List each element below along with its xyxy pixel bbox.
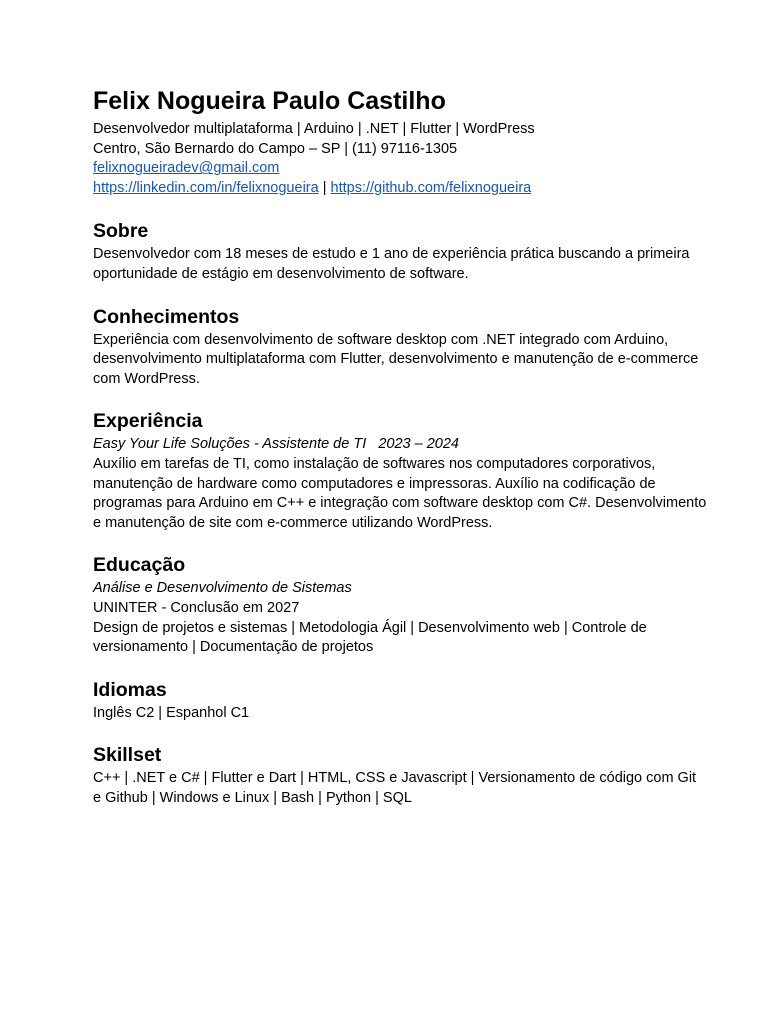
section-title-sobre: Sobre bbox=[93, 220, 149, 243]
github-link[interactable]: https://github.com/felixnogueira bbox=[330, 179, 532, 196]
experience-text: Auxílio em tarefas de TI, como instalação de softwares nos computadores corporativos, manutenção de hardware como computadores e impressoras. Auxílio na codificação de programas para Arduino em C++ e integração com software desktop com C#. Desenvolvimento e manutenção de site com e-commerce utilizando WordPress. bbox=[93, 455, 707, 531]
section-title-educacao: Educação bbox=[93, 554, 186, 577]
section-educacao bbox=[93, 553, 708, 657]
linkedin-link[interactable]: https://linkedin.com/in/felixnogueira bbox=[93, 179, 319, 196]
section-title-idiomas: Idiomas bbox=[93, 678, 167, 701]
education-topics: Design de projetos e sistemas | Metodologia Ágil | Desenvolvimento web | Controle de versionamento | Documentação de projetos bbox=[93, 619, 647, 656]
profile-links bbox=[93, 179, 708, 199]
sobre-text: Desenvolvedor com 18 meses de estudo e 1 ano de experiência prática buscando a primeira oportunidade de estágio em desenvolvimento de software. bbox=[93, 246, 690, 282]
section-sobre bbox=[93, 219, 708, 284]
section-experiencia bbox=[93, 409, 708, 533]
section-skillset bbox=[93, 743, 708, 808]
education-institution: UNINTER - Conclusão em 2027 bbox=[93, 599, 300, 616]
email-line bbox=[93, 159, 708, 179]
link-separator: | bbox=[318, 179, 331, 196]
idiomas-text: Inglês C2 | Espanhol C1 bbox=[93, 704, 250, 721]
candidate-name: Felix Nogueira Paulo Castilho bbox=[93, 87, 446, 115]
skillset-text: C++ | .NET e C# | Flutter e Dart | HTML, CSS e Javascript | Versionamento de código com Git e Github | Windows e Linux | Bash | Python | SQL bbox=[93, 770, 697, 806]
section-idiomas bbox=[93, 678, 708, 724]
resume-header bbox=[93, 86, 708, 198]
section-title-experiencia: Experiência bbox=[93, 410, 203, 433]
section-conhecimentos bbox=[93, 305, 708, 390]
education-course: Análise e Desenvolvimento de Sistemas bbox=[93, 580, 352, 597]
email-link[interactable]: felixnogueiradev@gmail.com bbox=[93, 160, 280, 177]
experience-role: Easy Your Life Soluções - Assistente de TI 2023 – 2024 bbox=[93, 436, 459, 453]
headline: Desenvolvedor multiplataforma | Arduino | .NET | Flutter | WordPress bbox=[93, 121, 535, 137]
section-title-skillset: Skillset bbox=[93, 744, 162, 767]
location-phone: Centro, São Bernardo do Campo – SP | (11) 97116-1305 bbox=[93, 140, 458, 157]
conhecimentos-text: Experiência com desenvolvimento de software desktop com .NET integrado com Arduino, desenvolvimento multiplataforma com Flutter, desenvolvimento e manutenção de e-commerce com WordPress. bbox=[93, 331, 699, 387]
section-title-conhecimentos: Conhecimentos bbox=[93, 305, 240, 328]
